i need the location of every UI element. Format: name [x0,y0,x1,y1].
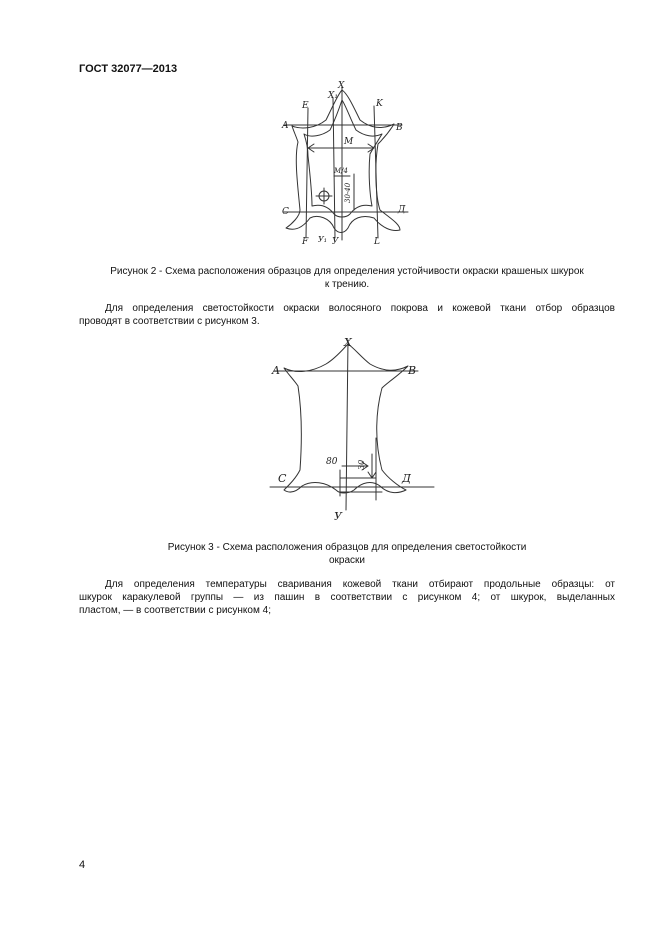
label-c: C [278,472,287,485]
label-x1: X₁ [328,91,339,101]
paragraph-2: Для определения температуры сваривания кожевой ткани отбирают продольные образцы: от шкурок каракулевой группы — из пашин в соответствии с рисунком 4; от шкурок, выделанных пластом, — в соответствии с рисунком 4; [79,579,615,616]
figure-2-caption: Рисунок 2 - Схема расположения образцов для определения устойчивости окраски крашеных шкурок к трению. [110,266,584,290]
label-d: Д [398,205,406,215]
label-b: B [408,364,417,377]
label-x: X [338,81,345,91]
figure-2 [270,78,420,253]
label-c: C [282,207,289,217]
label-m: M [344,137,354,147]
label-k: K [376,99,383,109]
label-a: A [272,364,280,377]
label-y: У [334,510,342,523]
label-b: B [396,123,403,133]
pelt-inner-outline [304,100,382,217]
label-x: X [344,336,352,349]
label-l: L [374,237,380,247]
label-dim: 30-40 [344,182,352,203]
label-a: A [282,121,289,131]
label-80: 80 [326,457,338,467]
page-number: 4 [79,859,86,871]
figure-3-drawing [262,330,442,530]
document-header: ГОСТ 32077—2013 [79,63,178,75]
label-f: F [302,237,309,247]
paragraph-1: Для определения светостойкости окраски волосяного покрова и кожевой ткани отбор образцов проводят в соответствии с рисунком 3. [79,303,615,327]
figure-2-drawing [270,78,420,253]
label-y: У [332,237,339,247]
label-y1: У₁ [318,235,327,244]
line-x [346,340,348,510]
label-30: 30 [357,459,366,470]
label-m4: M/4 [334,167,348,175]
pelt-outline [286,90,400,233]
label-e: E [302,101,309,111]
figure-3 [262,330,442,530]
figure-3-caption: Рисунок 3 - Схема расположения образцов для определения светостойкости окраски [167,542,527,566]
label-d: Д [402,472,411,485]
